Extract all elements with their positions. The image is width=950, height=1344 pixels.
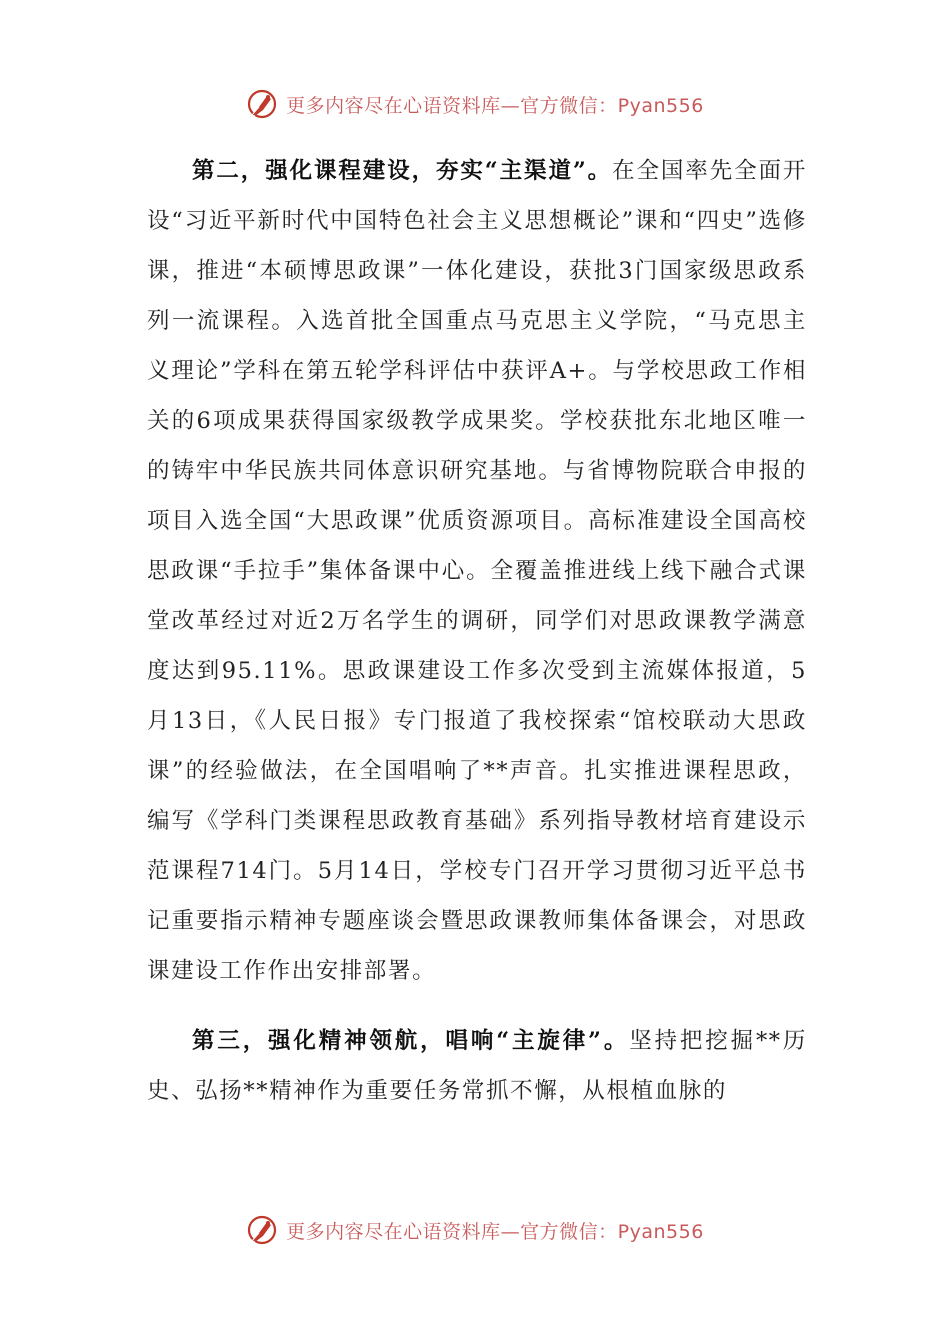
pen-logo-icon [246, 1214, 278, 1246]
pen-logo-icon [246, 88, 278, 120]
header-banner-text [286, 91, 704, 118]
header-banner-wechat: Pyan556 [617, 94, 704, 117]
paragraph-second [147, 146, 807, 996]
body-text [147, 146, 807, 1116]
footer-banner [0, 1210, 950, 1250]
footer-banner-label: 更多内容尽在心语资料库—官方微信： [286, 1220, 618, 1243]
paragraph-third-lead: 第三，强化精神领航，唱响“主旋律”。 [192, 1028, 630, 1054]
paragraph-second-text: 在全国率先全面开设“习近平新时代中国特色社会主义思想概论”课和“四史”选修课，推进“本硕博思政课”一体化建设，获批3门国家级思政系列一流课程。入选首批全国重点马克思主义学院，“马克思主义理论”学科在第五轮学科评估中获评A+。与学校思政工作相关的6项成果获得国家级教学成果奖。学校获批东北地区唯一的铸牢中华民族共同体意识研究基地。与省博物院联合申报的项目入选全国“大思政课”优质资源项目。高标准建设全国高校思政课“手拉手”集体备课中心。全覆盖推进线上线下融合式课堂改革经过对近2万名学生的调研，同学们对思政课教学满意度达到95.11%。思政课建设工作多次受到主流媒体报道，5月13日，《人民日报》专门报道了我校探索“馆校联动大思政课”的经验做法，在全国唱响了**声音。扎实推进课程思政，编写《学科门类课程思政教育基础》系列指导教材培育建设示范课程714门。5月14日，学校专门召开学习贯彻习近平总书记重要指示精神专题座谈会暨思政课教师集体备课会，对思政课建设工作作出安排部署。 [147, 158, 807, 984]
paragraph-third [147, 1016, 807, 1116]
paragraph-second-lead: 第二，强化课程建设，夯实“主渠道”。 [192, 158, 613, 184]
footer-banner-text [286, 1217, 704, 1244]
header-banner [0, 84, 950, 124]
footer-banner-wechat: Pyan556 [617, 1220, 704, 1243]
paragraph-third-text: 坚持把挖掘**历史、弘扬**精神作为重要任务常抓不懈，从根植血脉的 [147, 1028, 807, 1104]
header-banner-label: 更多内容尽在心语资料库—官方微信： [286, 94, 618, 117]
